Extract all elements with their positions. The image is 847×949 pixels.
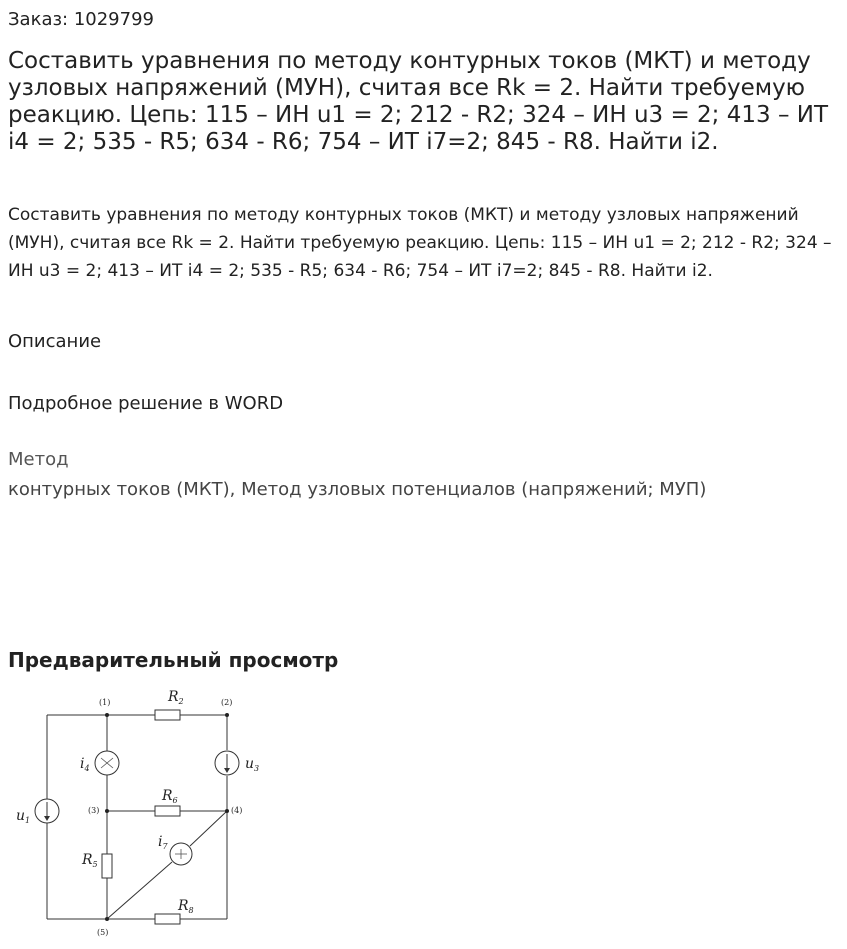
voltage-source-u3-icon [215, 751, 239, 775]
label-u1: $u_1$ [16, 808, 31, 825]
preview-heading: Предварительный просмотр [8, 648, 339, 672]
order-number: Заказ: 1029799 [8, 9, 154, 30]
method-value: контурных токов (МКТ), Метод узловых потенциалов (напряжений; МУП) [8, 479, 707, 500]
resistor-r6 [155, 806, 180, 816]
label-i7: $i_7$ [158, 834, 168, 851]
label-r6: $R_6$ [162, 788, 178, 805]
node-2 [225, 713, 229, 717]
node-label-5: (5) [97, 928, 109, 937]
description-heading: Описание [8, 331, 102, 352]
resistor-r2 [155, 710, 180, 720]
node-5 [105, 917, 109, 921]
node-3 [105, 809, 109, 813]
current-source-i4-icon [95, 751, 119, 775]
node-1 [105, 713, 109, 717]
resistor-r5 [102, 854, 112, 878]
voltage-source-u1-icon [35, 799, 59, 823]
resistor-r8 [155, 914, 180, 924]
node-label-4: (4) [231, 806, 243, 815]
description-text: Составить уравнения по методу контурных токов (МКТ) и методу узловых напряжений (МУН), считая все Rk = 2. Найти требуемую реакцию. Цепь: 115 – ИН u1 = 2; 212 - R2; 324 – ИН u3 = 2; 413 – ИТ i4 = 2; 535 - R5; 634 - R6; 754 – ИТ i7=2; 845 - R8. Найти i2. [8, 205, 832, 281]
node-4 [225, 809, 229, 813]
circuit-wires [47, 715, 227, 919]
label-r5: $R_5$ [82, 852, 98, 869]
current-source-i7-icon [170, 843, 192, 865]
solution-note: Подробное решение в WORD [8, 393, 284, 414]
label-u3: $u_3$ [245, 756, 260, 773]
circuit-diagram [10, 688, 270, 940]
label-i4: $i_4$ [80, 756, 90, 773]
label-r8: $R_8$ [178, 898, 194, 915]
node-label-3: (3) [88, 806, 100, 815]
node-label-1: (1) [99, 698, 111, 707]
method-heading: Метод [8, 449, 69, 470]
label-r2: $R_2$ [168, 689, 184, 706]
page-title: Составить уравнения по методу контурных токов (МКТ) и методу узловых напряжений (МУН), считая все Rk = 2. Найти требуемую реакцию. Цепь: 115 – ИН u1 = 2; 212 - R2; 324 – ИН u3 = 2; 413 – ИТ i4 = 2; 535 - R5; 634 - R6; 754 – ИТ i7=2; 845 - R8. Найти i2. [8, 48, 829, 155]
node-label-2: (2) [221, 698, 233, 707]
